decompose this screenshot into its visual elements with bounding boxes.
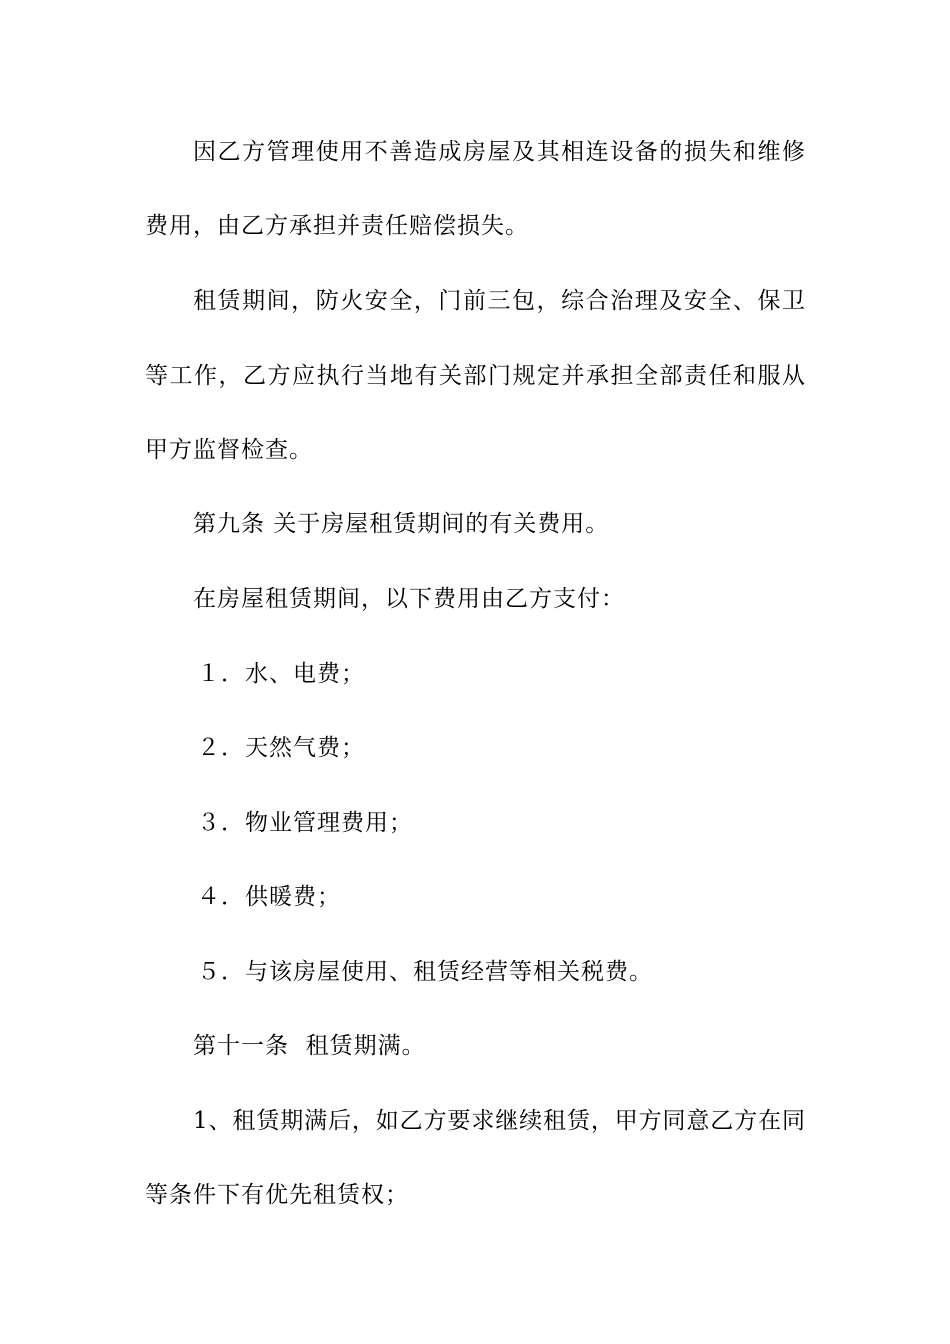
- fees-intro: 在房屋租赁期间，以下费用由乙方支付：: [193, 586, 625, 612]
- fee-item-5: ５．与该房屋使用、租赁经营等相关税费。: [197, 959, 653, 985]
- fee-item-4: ４．供暖费；: [197, 884, 341, 910]
- article-nine-heading: 第九条 关于房屋租赁期间的有关费用。: [193, 511, 610, 537]
- paragraph-safety-line-3: 甲方监督检查。: [145, 437, 313, 463]
- article-eleven-heading: 第十一条 租赁期满。: [193, 1033, 426, 1059]
- fee-item-3: ３．物业管理费用；: [197, 810, 413, 836]
- paragraph-safety-line-1: 租赁期间，防火安全，门前三包，综合治理及安全、保卫: [193, 288, 805, 314]
- paragraph-damage-line-1: 因乙方管理使用不善造成房屋及其相连设备的损失和维修: [193, 139, 805, 165]
- renewal-line-2: 等条件下有优先租赁权；: [145, 1182, 409, 1208]
- fee-item-1: １．水、电费；: [197, 661, 365, 687]
- paragraph-safety-line-2: 等工作，乙方应执行当地有关部门规定并承担全部责任和服从: [145, 363, 805, 389]
- paragraph-damage-line-2: 费用，由乙方承担并责任赔偿损失。: [145, 213, 529, 239]
- fee-item-2: ２．天然气费；: [197, 735, 365, 761]
- renewal-line-1: 1、租赁期满后，如乙方要求继续租赁，甲方同意乙方在同: [193, 1108, 805, 1134]
